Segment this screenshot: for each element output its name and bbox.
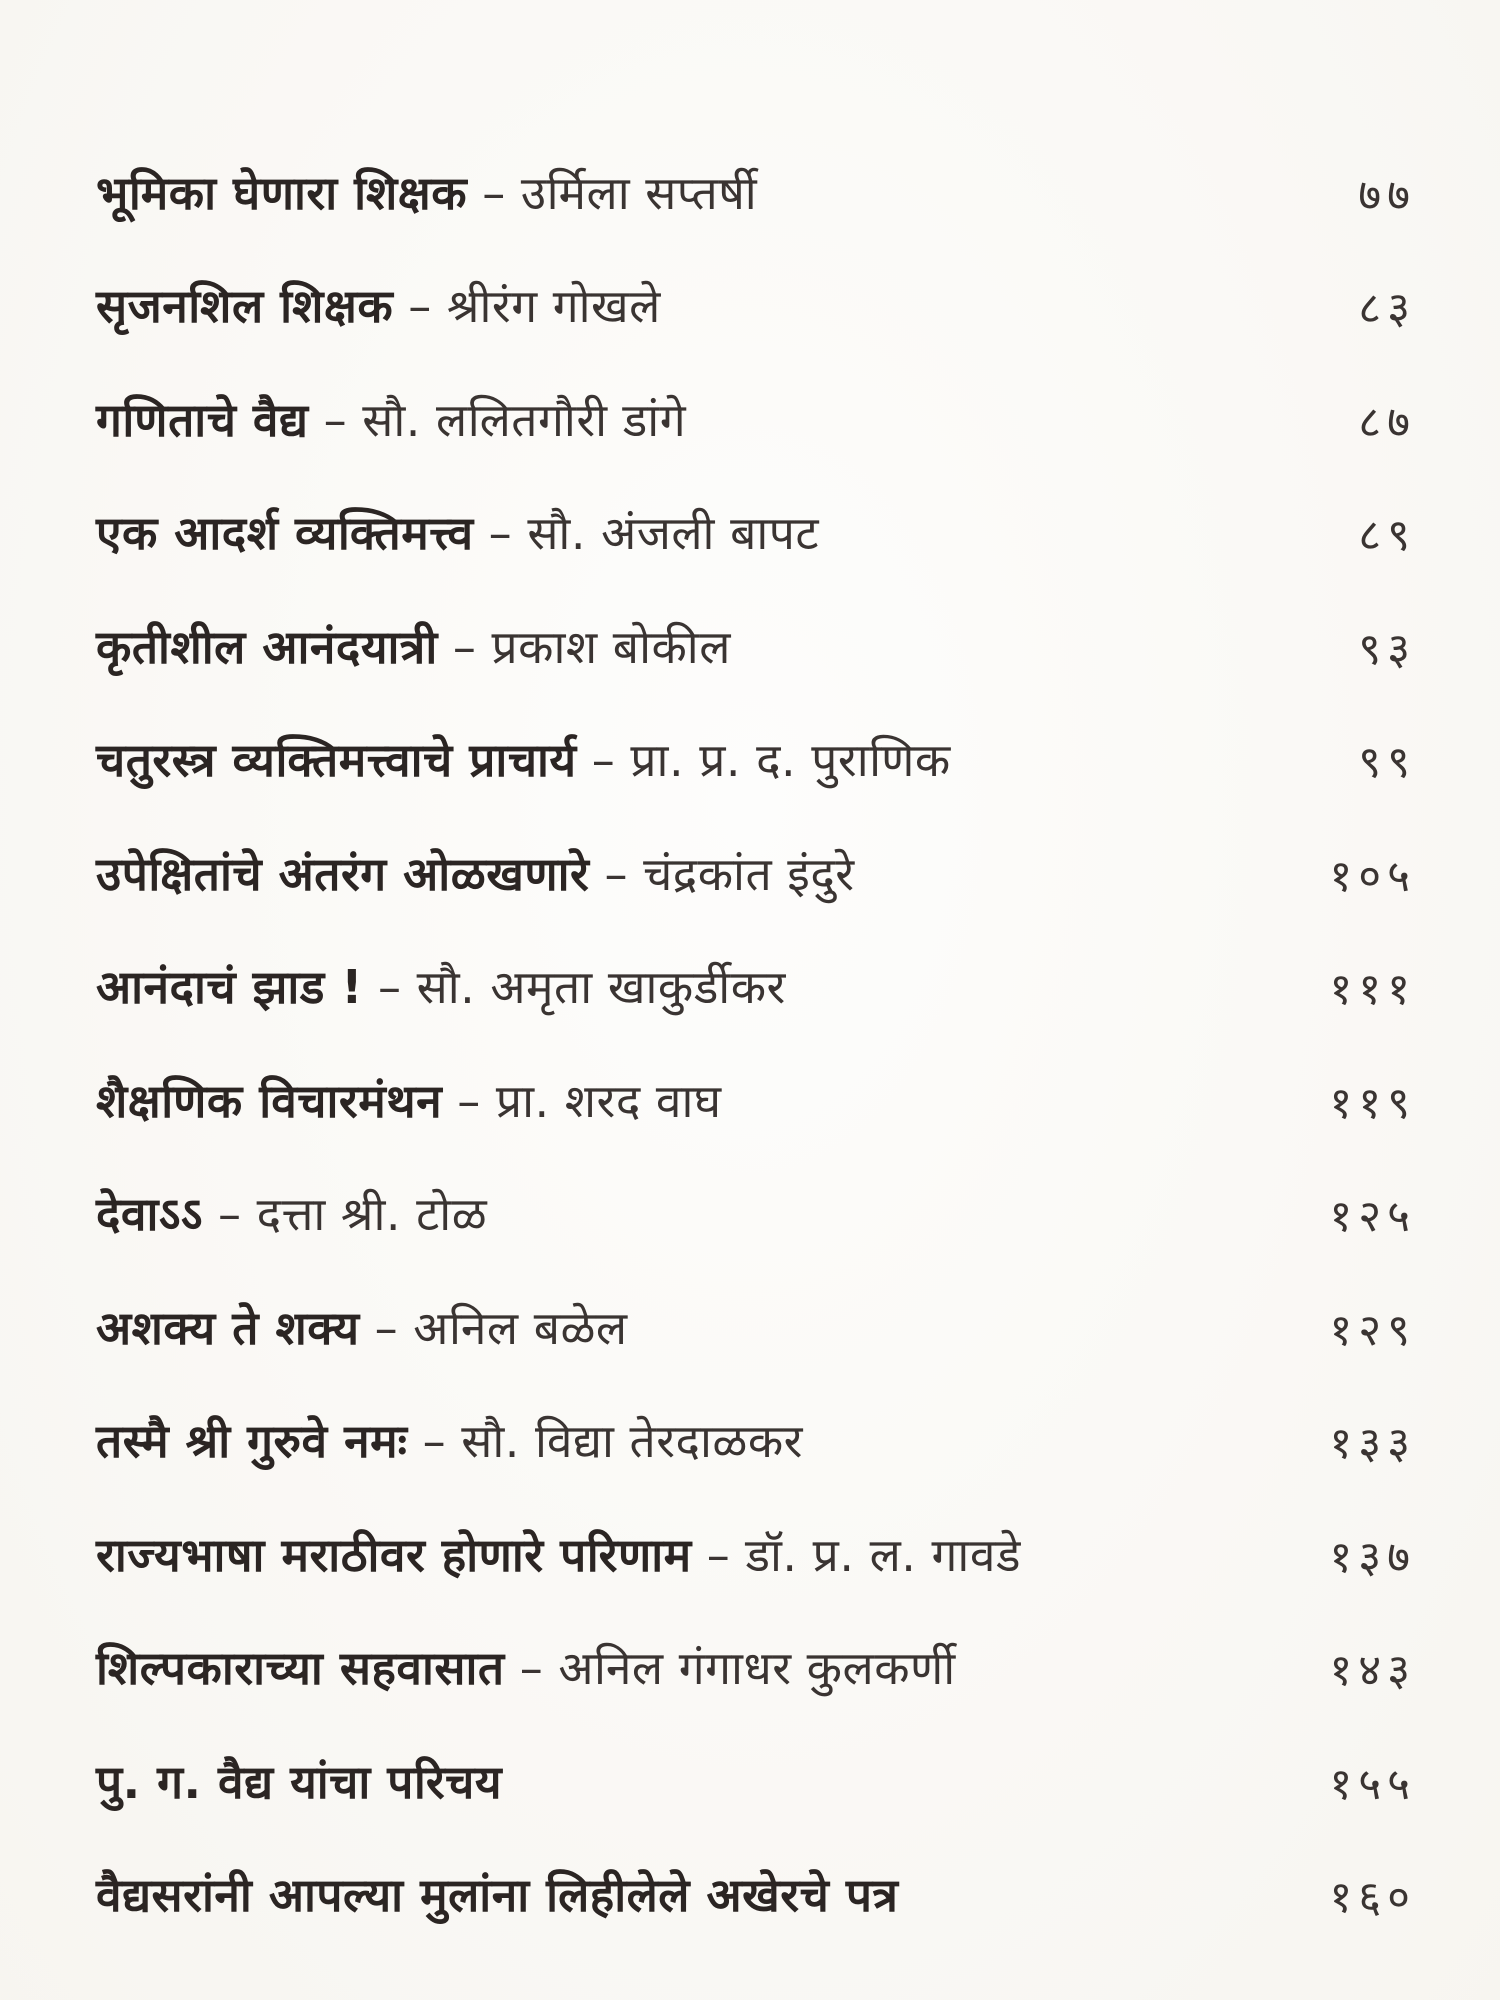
toc-entry <box>96 1271 1416 1385</box>
entry-author: सौ. विद्या तेरदाळकर <box>461 1414 803 1469</box>
entry-page-number: ९९ <box>1358 737 1416 789</box>
entry-author: सौ. ललितगौरी डांगे <box>362 392 687 447</box>
table-of-contents <box>96 136 1416 1952</box>
entry-separator: – <box>504 1641 559 1696</box>
entry-page-number: १३३ <box>1329 1418 1416 1470</box>
toc-entry <box>96 363 1416 477</box>
entry-author: प्रा. प्र. द. पुराणिक <box>630 733 951 788</box>
entry-page-number: ८३ <box>1358 283 1416 335</box>
toc-entry <box>96 1498 1416 1612</box>
entry-title: चतुरस्त्र व्यक्तिमत्त्वाचे प्राचार्य <box>96 733 577 788</box>
entry-title: राज्यभाषा मराठीवर होणारे परिणाम <box>96 1527 692 1582</box>
entry-title: पु. ग. वैद्य यांचा परिचय <box>96 1754 503 1809</box>
toc-entry <box>96 1612 1416 1726</box>
toc-entry <box>96 1044 1416 1158</box>
entry-title: भूमिका घेणारा शिक्षक <box>96 165 468 220</box>
entry-separator: – <box>576 733 631 788</box>
toc-entry <box>96 931 1416 1045</box>
entry-page-number: १२९ <box>1329 1304 1416 1356</box>
entry-separator: – <box>393 279 447 334</box>
toc-entry <box>96 477 1416 591</box>
entry-author: डॉ. प्र. ल. गावडे <box>745 1527 1022 1582</box>
entry-page-number: १६० <box>1329 1872 1416 1924</box>
entry-separator: – <box>691 1527 746 1582</box>
entry-author: अनिल गंगाधर कुलकर्णी <box>558 1641 956 1696</box>
entry-page-number: १२५ <box>1329 1191 1416 1243</box>
entry-author: चंद्रकांत इंदुरे <box>643 846 855 901</box>
entry-author: उर्मिला सप्तर्षी <box>520 165 758 220</box>
entry-page-number: १५५ <box>1329 1758 1416 1810</box>
entry-separator: – <box>442 1073 496 1128</box>
entry-separator: – <box>467 165 521 220</box>
entry-author: प्रकाश बोकील <box>491 619 731 674</box>
toc-entry <box>96 1158 1416 1272</box>
entry-title: शैक्षणिक विचारमंथन <box>96 1073 443 1128</box>
entry-title: अशक्य ते शक्य <box>96 1300 360 1355</box>
entry-separator: – <box>589 846 644 901</box>
entry-page-number: १०५ <box>1329 850 1416 902</box>
toc-entry <box>96 250 1416 364</box>
entry-author: प्रा. शरद वाघ <box>495 1073 722 1128</box>
entry-page-number: ११९ <box>1329 1077 1416 1129</box>
entry-author: सौ. अंजली बापट <box>527 506 820 561</box>
entry-separator: – <box>473 506 528 561</box>
entry-title: एक आदर्श व्यक्तिमत्त्व <box>96 506 474 561</box>
toc-entry <box>96 817 1416 931</box>
entry-title: देवाऽऽ <box>96 1187 203 1242</box>
entry-title: उपेक्षितांचे अंतरंग ओळखणारे <box>96 846 590 901</box>
entry-separator: – <box>407 1414 462 1469</box>
entry-title: शिल्पकाराच्या सहवासात <box>96 1641 505 1696</box>
entry-separator: – <box>437 619 492 674</box>
entry-title: कृतीशील आनंदयात्री <box>96 619 438 674</box>
entry-separator: – <box>202 1187 257 1242</box>
entry-title: गणिताचे वैद्य <box>96 392 309 447</box>
entry-page-number: ७७ <box>1358 169 1416 221</box>
entry-title: आनंदाचं झाड ! <box>96 960 363 1015</box>
entry-page-number: १४३ <box>1329 1645 1416 1697</box>
entry-page-number: १११ <box>1329 964 1416 1016</box>
entry-title: सृजनशिल शिक्षक <box>96 279 394 334</box>
entry-separator: – <box>362 960 417 1015</box>
entry-title: तस्मै श्री गुरुवे नमः <box>96 1414 408 1469</box>
entry-page-number: ८७ <box>1358 396 1416 448</box>
entry-separator: – <box>308 392 363 447</box>
entry-author: श्रीरंग गोखले <box>446 279 661 334</box>
toc-entry <box>96 1839 1416 1953</box>
entry-author: सौ. अमृता खाकुर्डीकर <box>416 960 786 1015</box>
toc-entry <box>96 590 1416 704</box>
toc-entry <box>96 704 1416 818</box>
entry-author: दत्ता श्री. टोळ <box>256 1187 488 1242</box>
entry-title: वैद्यसरांनी आपल्या मुलांना लिहीलेले अखेरचे पत्र <box>96 1868 899 1923</box>
entry-page-number: १३७ <box>1329 1531 1416 1583</box>
entry-page-number: ८९ <box>1358 510 1416 562</box>
entry-author: अनिल बळेल <box>413 1300 628 1355</box>
toc-entry <box>96 1725 1416 1839</box>
toc-entry <box>96 1385 1416 1499</box>
entry-separator: – <box>359 1300 414 1355</box>
toc-entry <box>96 136 1416 250</box>
entry-page-number: ९३ <box>1358 623 1416 675</box>
